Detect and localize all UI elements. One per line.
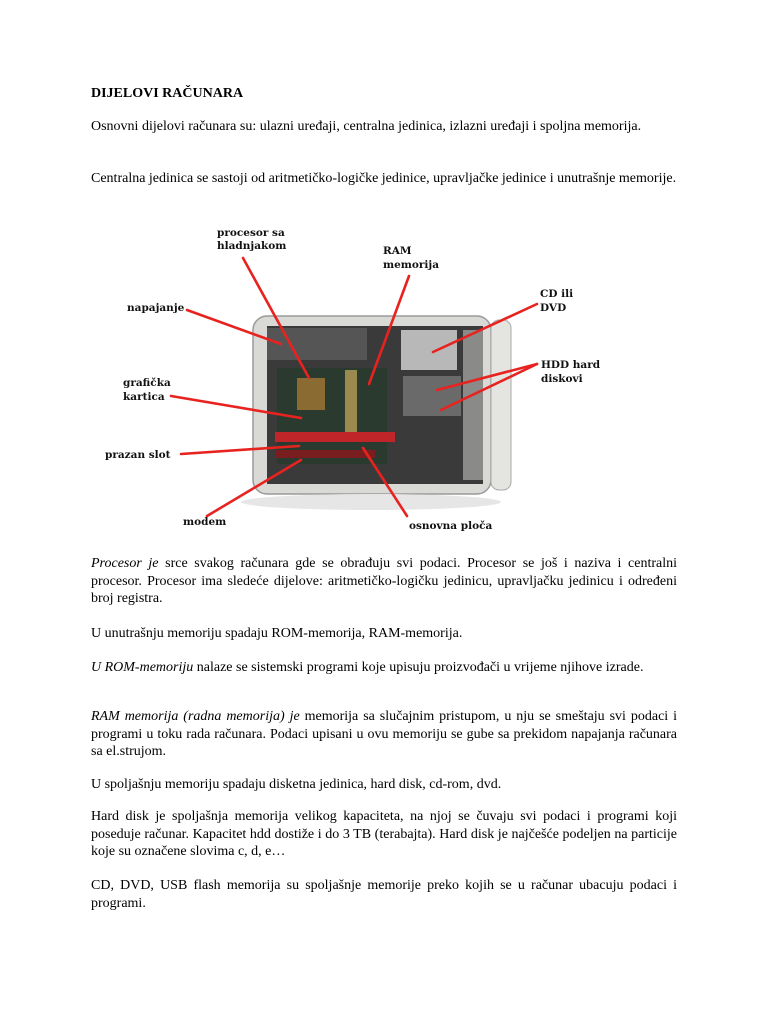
label-cd-2: DVD <box>540 302 567 314</box>
ram-lead: RAM memorija (radna memorija) je <box>91 709 300 724</box>
paragraph-ram <box>91 708 677 761</box>
paragraph-internal-memory: U unutrašnju memoriju spadaju ROM-memorija, RAM-memorija. <box>91 626 463 641</box>
ram-text: memorija sa slučajnim pristupom, u nju se smeštaju svi podaci i programi u toku rada računara. Podaci upisani u ovu memoriju se gube sa prekidom napajanja računara sa el.strujom. <box>91 709 677 759</box>
label-mobo: osnovna ploča <box>409 520 493 532</box>
label-gpu-2: kartica <box>123 391 165 403</box>
paragraph-basic-parts: Osnovni dijelovi računara su: ulazni uređaji, centralna jedinica, izlazni uređaji i spoljna memorija. <box>91 119 642 134</box>
label-modem: modem <box>183 516 227 528</box>
paragraph-hard-disk: Hard disk je spoljašnja memorija velikog kapaciteta, na njoj se čuvaju svi podaci i programi koji poseduje računar. Kapacitet hdd dostiže i do 3 TB (terabajta). Hard disk je najčešće podeljen na particije koje su označene slovima c, d, e… <box>91 809 677 859</box>
label-hdd-1: HDD hard <box>541 359 601 371</box>
document-title: DIJELOVI RAČUNARA <box>91 86 244 101</box>
computer-internals-figure <box>91 220 611 540</box>
paragraph-cd-dvd-usb: CD, DVD, USB flash memorija su spoljašnje memorije preko kojih se u računar ubacuju podaci i programi. <box>91 878 677 911</box>
label-psu: napajanje <box>127 302 185 314</box>
label-cd-1: CD ili <box>540 288 574 300</box>
rom-lead: U ROM-memoriju <box>91 660 194 675</box>
paragraph-external-memory: U spoljašnju memoriju spadaju disketna jedinica, hard disk, cd-rom, dvd. <box>91 777 502 792</box>
processor-text: srce svakog računara gde se obrađuju svi podaci. Procesor se još i naziva i centralni procesor. Procesor ima sledeće dijelove: aritmetičko-logičku jedinicu, upravljačku jedinicu i određeni broj registra. <box>91 556 677 606</box>
paragraph-central-unit: Centralna jedinica se sastoji od aritmetičko-logičke jedinice, upravljačke jedinice i unutrašnje memorije. <box>91 171 677 186</box>
rom-text: nalaze se sistemski programi koje upisuju proizvođači u vrijeme njihove izrade. <box>193 660 644 675</box>
processor-lead: Procesor je <box>91 556 159 571</box>
label-ram-1: RAM <box>383 245 412 257</box>
label-cpu-2: hladnjakom <box>217 240 287 252</box>
paragraph-rom <box>91 659 677 677</box>
label-ram-2: memorija <box>383 259 440 271</box>
label-gpu-1: grafička <box>123 377 171 389</box>
label-hdd-2: diskovi <box>541 373 583 385</box>
paragraph-processor <box>91 555 677 608</box>
label-cpu-1: procesor sa <box>217 227 285 239</box>
label-slot: prazan slot <box>105 449 171 461</box>
